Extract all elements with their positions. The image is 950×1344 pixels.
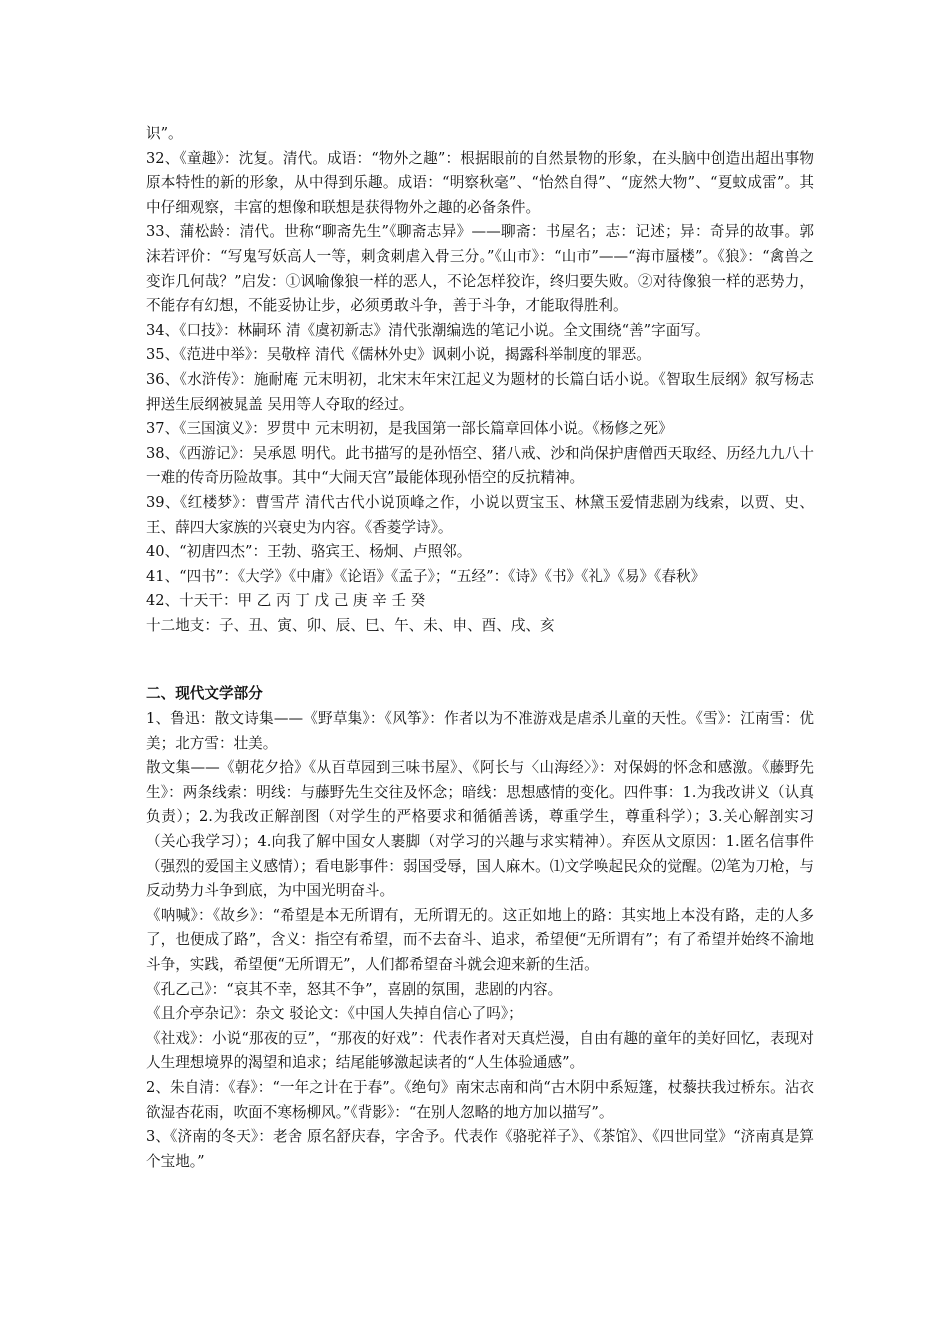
paragraph-item-32: 32、《童趣》：沈复。清代。成语：“物外之趣”：根据眼前的自然景物的形象，在头脑中创造出超出事物原本特性的新的形象，从中得到乐趣。成语：“明察秋毫”、“怡然自得”、“庞然大物”、“夏蚊成雷”。其中仔细观察，丰富的想像和联想是获得物外之趣的必备条件。	[146, 149, 814, 216]
paragraph-item-39: 39、《红楼梦》：曹雪芹 清代古代小说顶峰之作，小说以贾宝玉、林黛玉爱情悲剧为线索，以贾、史、王、薛四大家族的兴衰史为内容。《香菱学诗》。	[146, 493, 814, 536]
paragraph-continuation: 识”。	[146, 125, 183, 142]
paragraph-luxun: 1、鲁迅：散文诗集——《野草集》：《风筝》：作者以为不准游戏是虐杀儿童的天性。《雪》：江南雪：优美；北方雪：壮美。	[146, 710, 814, 752]
paragraph-item-36: 36、《水浒传》：施耐庵 元末明初，北宋末年宋江起义为题材的长篇白话小说。《智取生辰纲》叙写杨志押送生辰纲被晁盖 吴用等人夺取的经过。	[146, 370, 814, 413]
document-body	[146, 122, 814, 1174]
paragraph-item-35: 35、《范进中举》：吴敬梓 清代《儒林外史》讽刺小说，揭露科举制度的罪恶。	[146, 346, 651, 364]
paragraph-nahan: 《呐喊》：《故乡》：“希望是本无所谓有，无所谓无的。这正如地上的路：其实地上本没有路，走的人多了，也便成了路”，含义：指空有希望，而不去奋斗、追求，希望便“无所谓有”；有了希望并始终不渝地斗争，实践，希望便“无所谓无”，人们都希望奋斗就会迎来新的生活。	[146, 906, 814, 973]
paragraph-qiejieting: 《且介亭杂记》：杂文 驳论文：《中国人失掉自信心了吗》；	[146, 1005, 523, 1023]
paragraph-item-33: 33、蒲松龄：清代。世称“聊斋先生”《聊斋志异》——聊斋：书屋名；志：记述；异：奇异的故事。郭沫若评价：“写鬼写妖高人一等，刺贪刺虐入骨三分。”《山市》：“山市”——“海市蜃楼”。《狼》：“禽兽之变诈几何哉？”启发：①讽喻像狼一样的恶人，不论怎样狡诈，终归要失败。②对待像狼一样的恶势力，不能存有幻想，不能妥协让步，必须勇敢斗争，善于斗争，才能取得胜利。	[146, 223, 814, 315]
paragraph-zhuziqing: 2、朱自清：《春》：“一年之计在于春”。《绝句》南宋志南和尚“古木阴中系短篷，杖藜扶我过桥东。沾衣欲湿杏花雨，吹面不寒杨柳风。”《背影》：“在别人忽略的地方加以描写”。	[146, 1078, 814, 1121]
paragraph-item-34: 34、《口技》：林嗣环 清《虞初新志》清代张潮编选的笔记小说。全文围绕“善”字面写。	[146, 321, 710, 339]
paragraph-kongyiji: 《孔乙己》：“哀其不幸，怒其不争”，喜剧的氛围，悲剧的内容。	[146, 980, 563, 998]
paragraph-item-38: 38、《西游记》：吴承恩 明代。此书描写的是孙悟空、猪八戒、沙和尚保护唐僧西天取经、历经九九八十一难的传奇历险故事。其中“大闹天宫”最能体现孙悟空的反抗精神。	[146, 444, 814, 487]
paragraph-prose-collection: 散文集——《朝花夕拾》《从百草园到三味书屋》、《阿长与〈山海经〉》：对保姆的怀念和感激。《藤野先生》：两条线索：明线：与藤野先生交往及怀念；暗线：思想感情的变化。四件事：1.为我改讲义（认真负责）；2.为我改正解剖图（对学生的严格要求和循循善诱，尊重学生，尊重科学）；3.关心解剖实习（关心我学习）；4.向我了解中国女人裹脚（对学习的兴趣与求实精神）。弃医从文原因：1.匿名信事件（强烈的爱国主义感情）；看电影事件：弱国受辱，国人麻木。⑴文学唤起民众的觉醒。⑵笔为刀枪，与反动势力斗争到底，为中国光明奋斗。	[146, 759, 814, 900]
paragraph-shexi: 《社戏》：小说“那夜的豆”，“那夜的好戏”：代表作者对天真烂漫，自由有趣的童年的美好回忆，表现对人生理想境界的渴望和追求；结尾能够激起读者的“人生体验通感”。	[146, 1029, 814, 1072]
section-heading: 二、现代文学部分	[146, 685, 263, 703]
paragraph-item-42: 42、十天干：甲 乙 丙 丁 戊 己 庚 辛 壬 癸	[146, 592, 426, 610]
paragraph-item-37: 37、《三国演义》：罗贯中 元末明初，是我国第一部长篇章回体小说。《杨修之死》	[146, 420, 673, 438]
paragraph-item-41: 41、“四书”：《大学》《中庸》《论语》《孟子》；“五经”：《诗》《书》《礼》《易》《春秋》	[146, 567, 706, 585]
section-spacer	[146, 638, 814, 682]
paragraph-item-40: 40、“初唐四杰”：王勃、骆宾王、杨炯、卢照邻。	[146, 543, 472, 561]
paragraph-earthly-branches: 十二地支：子、丑、寅、卯、辰、巳、午、未、申、酉、戌、亥	[146, 616, 555, 634]
paragraph-laoshe: 3、《济南的冬天》：老舍 原名舒庆春，字舍予。代表作《骆驼祥子》、《茶馆》、《四世同堂》“济南真是算个宝地。”	[146, 1128, 814, 1170]
